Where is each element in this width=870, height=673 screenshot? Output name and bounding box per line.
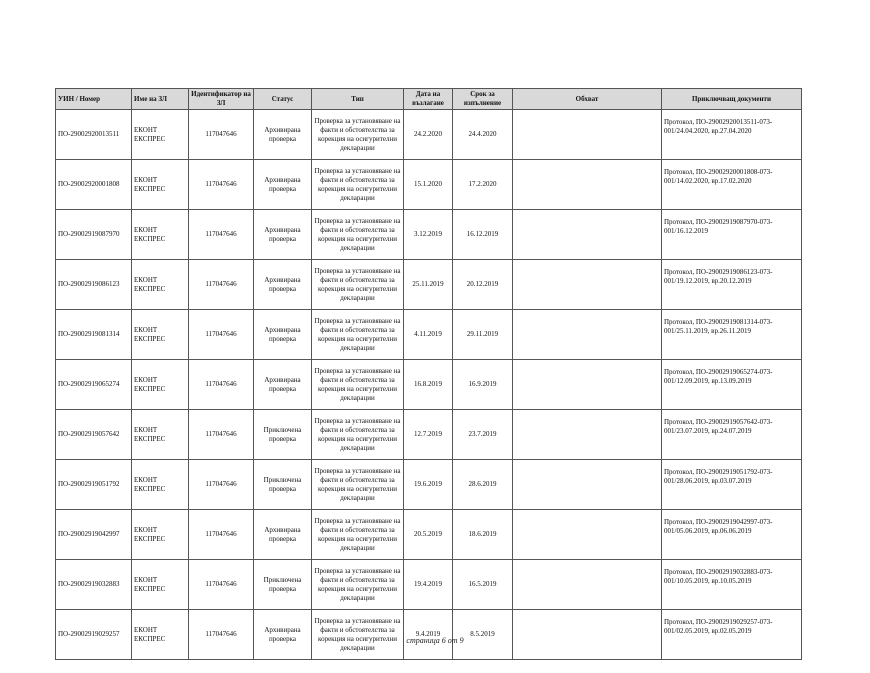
- cell-id: 117047646: [189, 110, 254, 160]
- cell-type: Проверка за установяване на факти и обстоятелства за корекция на осигурителни декларации: [312, 110, 404, 160]
- cell-scope: [513, 310, 662, 360]
- cell-scope: [513, 360, 662, 410]
- cell-status: Архивирана проверка: [254, 210, 312, 260]
- cell-name: ЕКОНТ ЕКСПРЕС: [132, 210, 189, 260]
- table-row: [56, 260, 802, 310]
- cell-scope: [513, 160, 662, 210]
- cell-type: Проверка за установяване на факти и обстоятелства за корекция на осигурителни декларации: [312, 260, 404, 310]
- cell-closing-docs: Протокол, ПО-29002919081314-073-001/25.11.2019, вр.26.11.2019: [662, 310, 802, 360]
- cell-uin: ПО-29002919087970: [56, 210, 132, 260]
- cell-name: ЕКОНТ ЕКСПРЕС: [132, 460, 189, 510]
- cell-name: ЕКОНТ ЕКСПРЕС: [132, 360, 189, 410]
- cell-scope: [513, 510, 662, 560]
- cell-name: ЕКОНТ ЕКСПРЕС: [132, 410, 189, 460]
- cell-closing-docs: Протокол, ПО-29002919087970-073-001/16.12.2019: [662, 210, 802, 260]
- cell-deadline: 24.4.2020: [453, 110, 513, 160]
- cell-closing-docs: Протокол, ПО-29002919065274-073-001/12.09.2019, вр.13.09.2019: [662, 360, 802, 410]
- cell-id: 117047646: [189, 410, 254, 460]
- cell-id: 117047646: [189, 560, 254, 610]
- header-date-assigned: Дата на възлагане: [404, 89, 453, 110]
- cell-closing-docs: Протокол, ПО-29002919051792-073-001/28.06.2019, вр.03.07.2019: [662, 460, 802, 510]
- cell-type: Проверка за установяване на факти и обстоятелства за корекция на осигурителни декларации: [312, 360, 404, 410]
- page-number: страница 6 от 9: [406, 636, 464, 645]
- table-row: [56, 510, 802, 560]
- cell-date-assigned: 16.8.2019: [404, 360, 453, 410]
- cell-type: Проверка за установяване на факти и обстоятелства за корекция на осигурителни декларации: [312, 310, 404, 360]
- header-deadline: Срок за изпълнение: [453, 89, 513, 110]
- cell-id: 117047646: [189, 610, 254, 660]
- table-row: [56, 460, 802, 510]
- cell-closing-docs: Протокол, ПО-29002920001808-073-001/14.02.2020, вр.17.02.2020: [662, 160, 802, 210]
- cell-scope: [513, 460, 662, 510]
- cell-date-assigned: 24.2.2020: [404, 110, 453, 160]
- cell-deadline: 8.5.2019: [453, 610, 513, 660]
- table-row: [56, 610, 802, 660]
- cell-name: ЕКОНТ ЕКСПРЕС: [132, 610, 189, 660]
- cell-name: ЕКОНТ ЕКСПРЕС: [132, 310, 189, 360]
- cell-scope: [513, 110, 662, 160]
- cell-date-assigned: 3.12.2019: [404, 210, 453, 260]
- cell-type: Проверка за установяване на факти и обстоятелства за корекция на осигурителни декларации: [312, 610, 404, 660]
- cell-date-assigned: 25.11.2019: [404, 260, 453, 310]
- cell-deadline: 29.11.2019: [453, 310, 513, 360]
- table-row: [56, 410, 802, 460]
- cell-uin: ПО-29002919029257: [56, 610, 132, 660]
- header-name: Име на ЗЛ: [132, 89, 189, 110]
- cell-deadline: 18.6.2019: [453, 510, 513, 560]
- inspections-table: [55, 88, 802, 660]
- table-row: [56, 210, 802, 260]
- cell-id: 117047646: [189, 310, 254, 360]
- cell-status: Архивирана проверка: [254, 610, 312, 660]
- cell-scope: [513, 210, 662, 260]
- cell-status: Архивирана проверка: [254, 110, 312, 160]
- table-row: [56, 560, 802, 610]
- table-row: [56, 360, 802, 410]
- cell-status: Архивирана проверка: [254, 310, 312, 360]
- cell-scope: [513, 610, 662, 660]
- cell-type: Проверка за установяване на факти и обстоятелства за корекция на осигурителни декларации: [312, 210, 404, 260]
- cell-id: 117047646: [189, 260, 254, 310]
- cell-id: 117047646: [189, 510, 254, 560]
- cell-closing-docs: Протокол, ПО-29002919032883-073-001/10.05.2019, вр.10.05.2019: [662, 560, 802, 610]
- cell-id: 117047646: [189, 360, 254, 410]
- cell-uin: ПО-29002920013511: [56, 110, 132, 160]
- cell-date-assigned: 12.7.2019: [404, 410, 453, 460]
- cell-id: 117047646: [189, 160, 254, 210]
- cell-type: Проверка за установяване на факти и обстоятелства за корекция на осигурителни декларации: [312, 410, 404, 460]
- table-header-row: [56, 89, 802, 110]
- header-id: Идентификатор на ЗЛ: [189, 89, 254, 110]
- cell-status: Приключена проверка: [254, 460, 312, 510]
- cell-name: ЕКОНТ ЕКСПРЕС: [132, 510, 189, 560]
- cell-date-assigned: 19.4.2019: [404, 560, 453, 610]
- cell-deadline: 16.9.2019: [453, 360, 513, 410]
- cell-status: Архивирана проверка: [254, 260, 312, 310]
- cell-status: Архивирана проверка: [254, 160, 312, 210]
- cell-name: ЕКОНТ ЕКСПРЕС: [132, 160, 189, 210]
- cell-status: Приключена проверка: [254, 410, 312, 460]
- cell-uin: ПО-29002919081314: [56, 310, 132, 360]
- cell-uin: ПО-29002919065274: [56, 360, 132, 410]
- cell-date-assigned: 20.5.2019: [404, 510, 453, 560]
- cell-name: ЕКОНТ ЕКСПРЕС: [132, 260, 189, 310]
- cell-deadline: 20.12.2019: [453, 260, 513, 310]
- cell-status: Архивирана проверка: [254, 510, 312, 560]
- cell-name: ЕКОНТ ЕКСПРЕС: [132, 110, 189, 160]
- header-closing-docs: Приключващ документи: [662, 89, 802, 110]
- header-uin: УИН / Номер: [56, 89, 132, 110]
- cell-deadline: 17.2.2020: [453, 160, 513, 210]
- cell-closing-docs: Протокол, ПО-29002919042997-073-001/05.06.2019, вр.06.06.2019: [662, 510, 802, 560]
- cell-status: Приключена проверка: [254, 560, 312, 610]
- cell-type: Проверка за установяване на факти и обстоятелства за корекция на осигурителни декларации: [312, 510, 404, 560]
- table-row: [56, 110, 802, 160]
- header-scope: Обхват: [513, 89, 662, 110]
- cell-uin: ПО-29002919086123: [56, 260, 132, 310]
- cell-scope: [513, 260, 662, 310]
- cell-type: Проверка за установяване на факти и обстоятелства за корекция на осигурителни декларации: [312, 460, 404, 510]
- cell-type: Проверка за установяване на факти и обстоятелства за корекция на осигурителни декларации: [312, 160, 404, 210]
- cell-uin: ПО-29002919032883: [56, 560, 132, 610]
- cell-id: 117047646: [189, 210, 254, 260]
- cell-date-assigned: 19.6.2019: [404, 460, 453, 510]
- cell-closing-docs: Протокол, ПО-29002920013511-073-001/24.04.2020, вр.27.04.2020: [662, 110, 802, 160]
- cell-uin: ПО-29002919042997: [56, 510, 132, 560]
- cell-deadline: 28.6.2019: [453, 460, 513, 510]
- cell-id: 117047646: [189, 460, 254, 510]
- cell-uin: ПО-29002919057642: [56, 410, 132, 460]
- header-type: Тип: [312, 89, 404, 110]
- cell-scope: [513, 410, 662, 460]
- table-body: [56, 110, 802, 660]
- cell-status: Архивирана проверка: [254, 360, 312, 410]
- header-status: Статус: [254, 89, 312, 110]
- cell-uin: ПО-29002919051792: [56, 460, 132, 510]
- cell-deadline: 23.7.2019: [453, 410, 513, 460]
- cell-closing-docs: Протокол, ПО-29002919029257-073-001/02.05.2019, вр.02.05.2019: [662, 610, 802, 660]
- cell-uin: ПО-29002920001808: [56, 160, 132, 210]
- table-row: [56, 160, 802, 210]
- cell-date-assigned: 9.4.2019: [404, 610, 453, 660]
- cell-type: Проверка за установяване на факти и обстоятелства за корекция на осигурителни декларации: [312, 560, 404, 610]
- cell-deadline: 16.5.2019: [453, 560, 513, 610]
- cell-scope: [513, 560, 662, 610]
- cell-closing-docs: Протокол, ПО-29002919086123-073-001/19.12.2019, вр.20.12.2019: [662, 260, 802, 310]
- cell-name: ЕКОНТ ЕКСПРЕС: [132, 560, 189, 610]
- table-row: [56, 310, 802, 360]
- cell-deadline: 16.12.2019: [453, 210, 513, 260]
- cell-date-assigned: 15.1.2020: [404, 160, 453, 210]
- cell-date-assigned: 4.11.2019: [404, 310, 453, 360]
- cell-closing-docs: Протокол, ПО-29002919057642-073-001/23.07.2019, вр.24.07.2019: [662, 410, 802, 460]
